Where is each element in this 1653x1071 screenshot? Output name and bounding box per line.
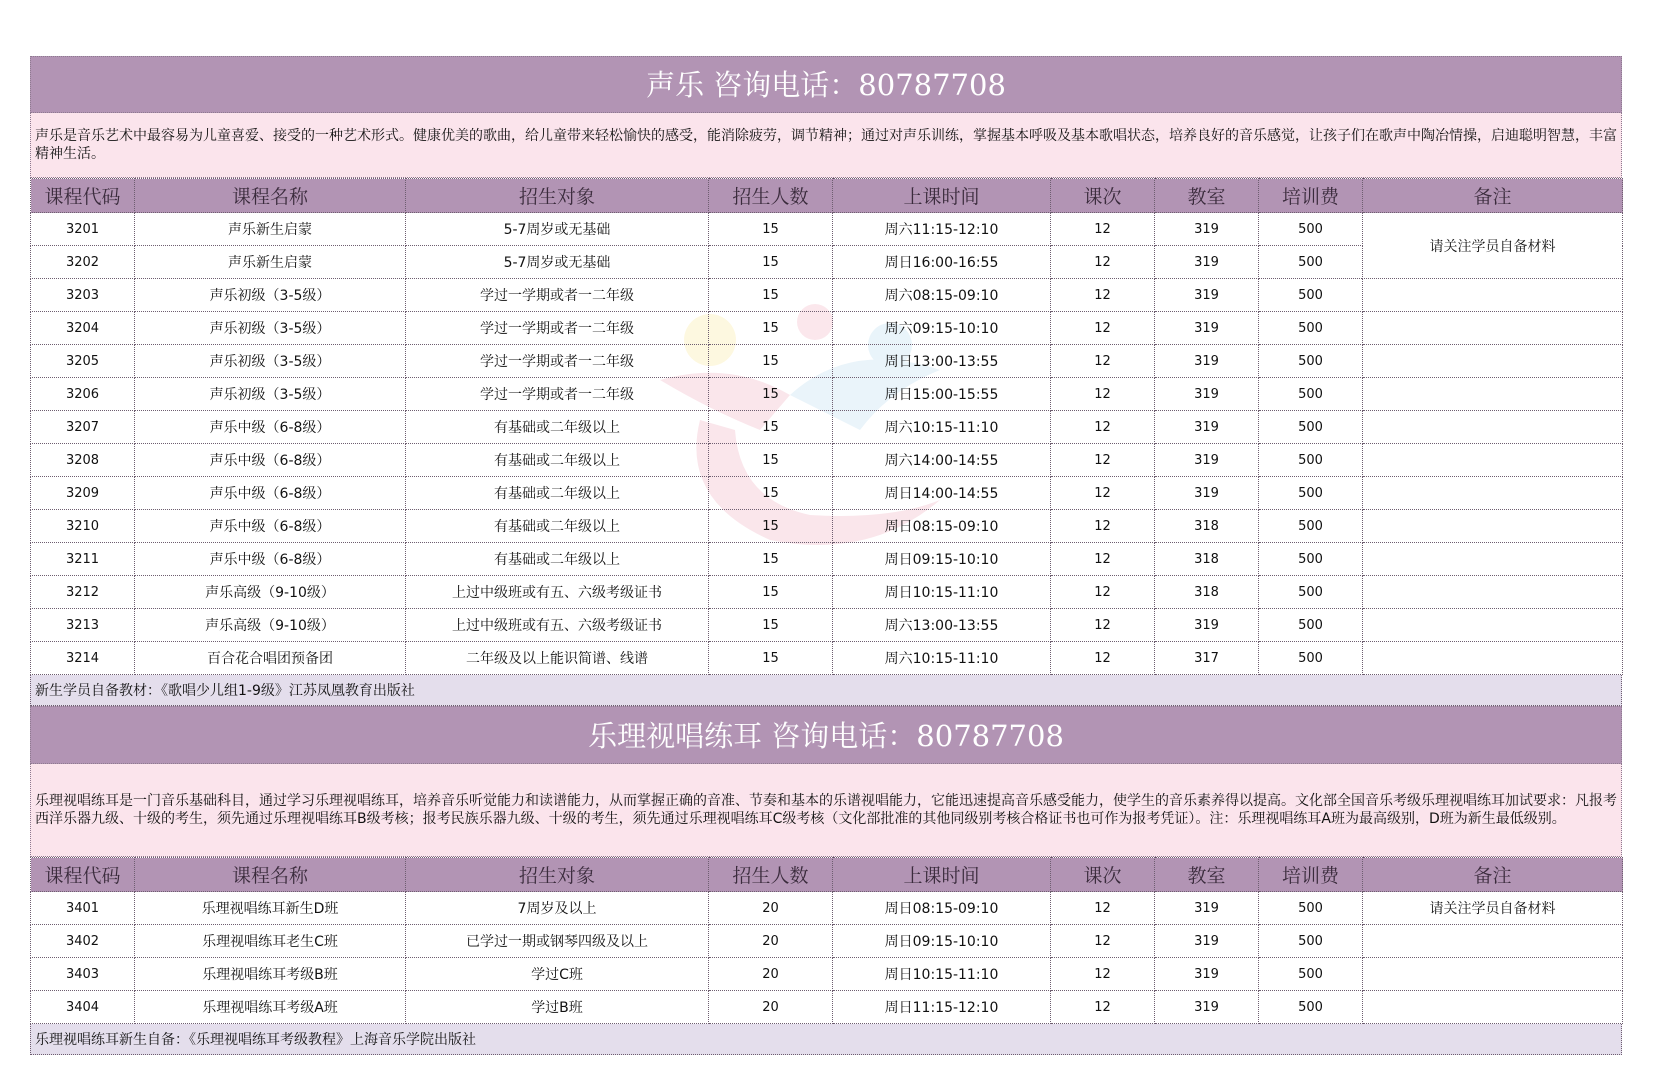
- remark-cell: [1363, 925, 1623, 958]
- table-cell: 319: [1155, 378, 1259, 411]
- table-cell: 15: [709, 312, 833, 345]
- table-cell: 乐理视唱练耳考级A班: [135, 991, 406, 1024]
- table-cell: 周日09:15-10:10: [833, 543, 1051, 576]
- remark-cell: [1363, 312, 1623, 345]
- vocal-table-body: [31, 213, 1623, 675]
- table-cell: 声乐初级（3-5级）: [135, 345, 406, 378]
- table-row: [31, 925, 1623, 958]
- table-cell: 15: [709, 411, 833, 444]
- table-cell: 7周岁及以上: [406, 892, 709, 925]
- solfege-course-table: [30, 857, 1623, 1024]
- table-cell: 15: [709, 246, 833, 279]
- table-cell: 声乐新生启蒙: [135, 213, 406, 246]
- solfege-column-header: 课程代码: [31, 858, 135, 892]
- table-cell: 周日15:00-15:55: [833, 378, 1051, 411]
- table-cell: 周日08:15-09:10: [833, 892, 1051, 925]
- table-cell: 500: [1259, 213, 1363, 246]
- table-cell: 3209: [31, 477, 135, 510]
- table-row: [31, 510, 1623, 543]
- table-cell: 周六08:15-09:10: [833, 279, 1051, 312]
- table-cell: 周日16:00-16:55: [833, 246, 1051, 279]
- table-cell: 12: [1051, 510, 1155, 543]
- table-cell: 周日10:15-11:10: [833, 958, 1051, 991]
- table-cell: 周日10:15-11:10: [833, 576, 1051, 609]
- table-cell: 15: [709, 279, 833, 312]
- table-cell: 500: [1259, 246, 1363, 279]
- table-cell: 3210: [31, 510, 135, 543]
- remark-cell: [1363, 958, 1623, 991]
- table-cell: 15: [709, 345, 833, 378]
- table-cell: 声乐高级（9-10级）: [135, 576, 406, 609]
- table-cell: 500: [1259, 609, 1363, 642]
- table-cell: 12: [1051, 477, 1155, 510]
- table-cell: 12: [1051, 411, 1155, 444]
- table-cell: 声乐初级（3-5级）: [135, 279, 406, 312]
- table-cell: 500: [1259, 925, 1363, 958]
- table-cell: 声乐中级（6-8级）: [135, 411, 406, 444]
- table-cell: 周六09:15-10:10: [833, 312, 1051, 345]
- solfege-materials-note: 乐理视唱练耳新生自备：《乐理视唱练耳考级教程》上海音乐学院出版社: [30, 1024, 1622, 1055]
- remark-cell: [1363, 576, 1623, 609]
- table-cell: 声乐中级（6-8级）: [135, 543, 406, 576]
- table-cell: 20: [709, 991, 833, 1024]
- table-cell: 3402: [31, 925, 135, 958]
- remark-cell: [1363, 609, 1623, 642]
- table-cell: 319: [1155, 411, 1259, 444]
- vocal-course-table: [30, 178, 1623, 675]
- table-cell: 319: [1155, 477, 1259, 510]
- table-cell: 319: [1155, 312, 1259, 345]
- table-cell: 12: [1051, 543, 1155, 576]
- vocal-description: 声乐是音乐艺术中最容易为儿童喜爱、接受的一种艺术形式。健康优美的歌曲，给儿童带来轻松愉快的感受，能消除疲劳，调节精神；通过对声乐训练，掌握基本呼吸及基本歌唱状态，培养良好的音乐感觉，让孩子们在歌声中陶冶情操，启迪聪明智慧，丰富精神生活。: [30, 113, 1622, 178]
- table-cell: 500: [1259, 378, 1363, 411]
- table-cell: 12: [1051, 892, 1155, 925]
- table-cell: 3214: [31, 642, 135, 675]
- table-cell: 15: [709, 642, 833, 675]
- table-cell: 有基础或二年级以上: [406, 543, 709, 576]
- table-cell: 500: [1259, 345, 1363, 378]
- vocal-header-row: [31, 179, 1623, 213]
- table-cell: 319: [1155, 213, 1259, 246]
- table-cell: 500: [1259, 991, 1363, 1024]
- table-cell: 15: [709, 576, 833, 609]
- remark-cell: [1363, 411, 1623, 444]
- table-cell: 500: [1259, 958, 1363, 991]
- table-cell: 周六11:15-12:10: [833, 213, 1051, 246]
- table-cell: 12: [1051, 991, 1155, 1024]
- table-cell: 500: [1259, 543, 1363, 576]
- table-cell: 500: [1259, 510, 1363, 543]
- table-cell: 12: [1051, 213, 1155, 246]
- table-cell: 3403: [31, 958, 135, 991]
- table-cell: 500: [1259, 444, 1363, 477]
- table-cell: 15: [709, 213, 833, 246]
- table-cell: 周日11:15-12:10: [833, 991, 1051, 1024]
- table-cell: 319: [1155, 345, 1259, 378]
- table-cell: 317: [1155, 642, 1259, 675]
- table-cell: 15: [709, 378, 833, 411]
- vocal-section-title: 声乐 咨询电话：80787708: [30, 56, 1622, 113]
- table-cell: 319: [1155, 958, 1259, 991]
- table-cell: 319: [1155, 991, 1259, 1024]
- table-row: [31, 213, 1623, 246]
- table-cell: 12: [1051, 925, 1155, 958]
- remark-cell: [1363, 378, 1623, 411]
- table-row: [31, 444, 1623, 477]
- table-cell: 二年级及以上能识简谱、线谱: [406, 642, 709, 675]
- table-cell: 学过一学期或者一二年级: [406, 378, 709, 411]
- solfege-column-header: 备注: [1363, 858, 1623, 892]
- solfege-column-header: 课次: [1051, 858, 1155, 892]
- table-cell: 12: [1051, 279, 1155, 312]
- table-cell: 上过中级班或有五、六级考级证书: [406, 576, 709, 609]
- course-sheet: [30, 56, 1622, 1055]
- remark-cell: [1363, 279, 1623, 312]
- table-cell: 学过一学期或者一二年级: [406, 279, 709, 312]
- table-cell: 5-7周岁或无基础: [406, 246, 709, 279]
- table-cell: 20: [709, 925, 833, 958]
- remark-cell: [1363, 510, 1623, 543]
- table-cell: 500: [1259, 642, 1363, 675]
- table-cell: 500: [1259, 411, 1363, 444]
- table-cell: 学过一学期或者一二年级: [406, 312, 709, 345]
- table-row: [31, 477, 1623, 510]
- table-cell: 上过中级班或有五、六级考级证书: [406, 609, 709, 642]
- table-cell: 3211: [31, 543, 135, 576]
- vocal-column-header: 招生人数: [709, 179, 833, 213]
- table-cell: 乐理视唱练耳新生D班: [135, 892, 406, 925]
- table-cell: 3202: [31, 246, 135, 279]
- table-row: [31, 312, 1623, 345]
- table-cell: 有基础或二年级以上: [406, 411, 709, 444]
- table-cell: 318: [1155, 510, 1259, 543]
- table-cell: 12: [1051, 246, 1155, 279]
- vocal-column-header: 课次: [1051, 179, 1155, 213]
- table-cell: 12: [1051, 444, 1155, 477]
- vocal-column-header: 课程代码: [31, 179, 135, 213]
- table-cell: 百合花合唱团预备团: [135, 642, 406, 675]
- solfege-section-title: 乐理视唱练耳 咨询电话：80787708: [30, 706, 1622, 764]
- table-cell: 500: [1259, 576, 1363, 609]
- table-cell: 3206: [31, 378, 135, 411]
- solfege-column-header: 招生对象: [406, 858, 709, 892]
- remark-cell: [1363, 345, 1623, 378]
- table-row: [31, 411, 1623, 444]
- table-cell: 15: [709, 609, 833, 642]
- solfege-description: 乐理视唱练耳是一门音乐基础科目，通过学习乐理视唱练耳，培养音乐听觉能力和读谱能力，从而掌握正确的音准、节奏和基本的乐谱视唱能力，它能迅速提高音乐感受能力，使学生的音乐素养得以提高。文化部全国音乐考级乐理视唱练耳加试要求：凡报考西洋乐器九级、十级的考生，须先通过乐理视唱练耳B级考核；报考民族乐器九级、十级的考生，须先通过乐理视唱练耳C级考核（文化部批准的其他同级别考核合格证书也可作为报考凭证）。注：乐理视唱练耳A班为最高级别，D班为新生最低级别。: [30, 764, 1622, 857]
- table-cell: 319: [1155, 609, 1259, 642]
- table-cell: 12: [1051, 642, 1155, 675]
- table-cell: 20: [709, 958, 833, 991]
- table-cell: 500: [1259, 892, 1363, 925]
- table-cell: 5-7周岁或无基础: [406, 213, 709, 246]
- table-cell: 有基础或二年级以上: [406, 510, 709, 543]
- table-cell: 声乐中级（6-8级）: [135, 510, 406, 543]
- table-cell: 声乐高级（9-10级）: [135, 609, 406, 642]
- remark-cell: [1363, 444, 1623, 477]
- table-row: [31, 892, 1623, 925]
- table-cell: 319: [1155, 246, 1259, 279]
- table-cell: 15: [709, 543, 833, 576]
- table-cell: 12: [1051, 958, 1155, 991]
- table-cell: 319: [1155, 444, 1259, 477]
- table-cell: 有基础或二年级以上: [406, 444, 709, 477]
- solfege-column-header: 课程名称: [135, 858, 406, 892]
- table-cell: 声乐初级（3-5级）: [135, 378, 406, 411]
- table-row: [31, 378, 1623, 411]
- solfege-column-header: 上课时间: [833, 858, 1051, 892]
- table-row: [31, 345, 1623, 378]
- table-cell: 318: [1155, 543, 1259, 576]
- table-row: [31, 609, 1623, 642]
- remark-cell: [1363, 991, 1623, 1024]
- table-cell: 周六13:00-13:55: [833, 609, 1051, 642]
- table-cell: 318: [1155, 576, 1259, 609]
- table-cell: 3205: [31, 345, 135, 378]
- table-cell: 319: [1155, 892, 1259, 925]
- solfege-column-header: 招生人数: [709, 858, 833, 892]
- table-cell: 12: [1051, 312, 1155, 345]
- table-cell: 20: [709, 892, 833, 925]
- table-cell: 周六10:15-11:10: [833, 642, 1051, 675]
- table-cell: 周日14:00-14:55: [833, 477, 1051, 510]
- table-row: [31, 279, 1623, 312]
- table-cell: 声乐中级（6-8级）: [135, 444, 406, 477]
- table-cell: 声乐中级（6-8级）: [135, 477, 406, 510]
- table-row: [31, 576, 1623, 609]
- vocal-materials-note: 新生学员自备教材：《歌唱少儿组1-9级》江苏凤凰教育出版社: [30, 675, 1622, 706]
- vocal-column-header: 上课时间: [833, 179, 1051, 213]
- table-cell: 319: [1155, 925, 1259, 958]
- table-cell: 15: [709, 444, 833, 477]
- table-cell: 15: [709, 510, 833, 543]
- vocal-column-header: 课程名称: [135, 179, 406, 213]
- table-cell: 12: [1051, 609, 1155, 642]
- table-row: [31, 958, 1623, 991]
- table-cell: 有基础或二年级以上: [406, 477, 709, 510]
- table-cell: 周六14:00-14:55: [833, 444, 1051, 477]
- table-row: [31, 991, 1623, 1024]
- remark-cell: 请关注学员自备材料: [1363, 213, 1623, 279]
- table-cell: 学过一学期或者一二年级: [406, 345, 709, 378]
- remark-cell: 请关注学员自备材料: [1363, 892, 1623, 925]
- vocal-column-header: 培训费: [1259, 179, 1363, 213]
- table-cell: 周六10:15-11:10: [833, 411, 1051, 444]
- vocal-column-header: 招生对象: [406, 179, 709, 213]
- table-cell: 3401: [31, 892, 135, 925]
- table-cell: 乐理视唱练耳老生C班: [135, 925, 406, 958]
- solfege-table-body: [31, 892, 1623, 1024]
- table-cell: 3208: [31, 444, 135, 477]
- table-cell: 15: [709, 477, 833, 510]
- table-cell: 12: [1051, 378, 1155, 411]
- remark-cell: [1363, 477, 1623, 510]
- vocal-column-header: 备注: [1363, 179, 1623, 213]
- table-cell: 3404: [31, 991, 135, 1024]
- table-cell: 已学过一期或钢琴四级及以上: [406, 925, 709, 958]
- table-row: [31, 642, 1623, 675]
- table-cell: 3203: [31, 279, 135, 312]
- table-cell: 周日08:15-09:10: [833, 510, 1051, 543]
- table-cell: 声乐新生启蒙: [135, 246, 406, 279]
- table-cell: 500: [1259, 279, 1363, 312]
- table-cell: 3204: [31, 312, 135, 345]
- remark-cell: [1363, 543, 1623, 576]
- table-cell: 周日13:00-13:55: [833, 345, 1051, 378]
- solfege-column-header: 培训费: [1259, 858, 1363, 892]
- table-cell: 3201: [31, 213, 135, 246]
- table-cell: 12: [1051, 576, 1155, 609]
- table-cell: 学过C班: [406, 958, 709, 991]
- table-cell: 乐理视唱练耳考级B班: [135, 958, 406, 991]
- table-cell: 声乐初级（3-5级）: [135, 312, 406, 345]
- table-cell: 500: [1259, 312, 1363, 345]
- solfege-header-row: [31, 858, 1623, 892]
- table-cell: 3207: [31, 411, 135, 444]
- table-row: [31, 543, 1623, 576]
- table-cell: 周日09:15-10:10: [833, 925, 1051, 958]
- remark-cell: [1363, 642, 1623, 675]
- table-cell: 12: [1051, 345, 1155, 378]
- table-cell: 学过B班: [406, 991, 709, 1024]
- table-cell: 319: [1155, 279, 1259, 312]
- table-cell: 3213: [31, 609, 135, 642]
- vocal-column-header: 教室: [1155, 179, 1259, 213]
- table-cell: 3212: [31, 576, 135, 609]
- table-cell: 500: [1259, 477, 1363, 510]
- solfege-column-header: 教室: [1155, 858, 1259, 892]
